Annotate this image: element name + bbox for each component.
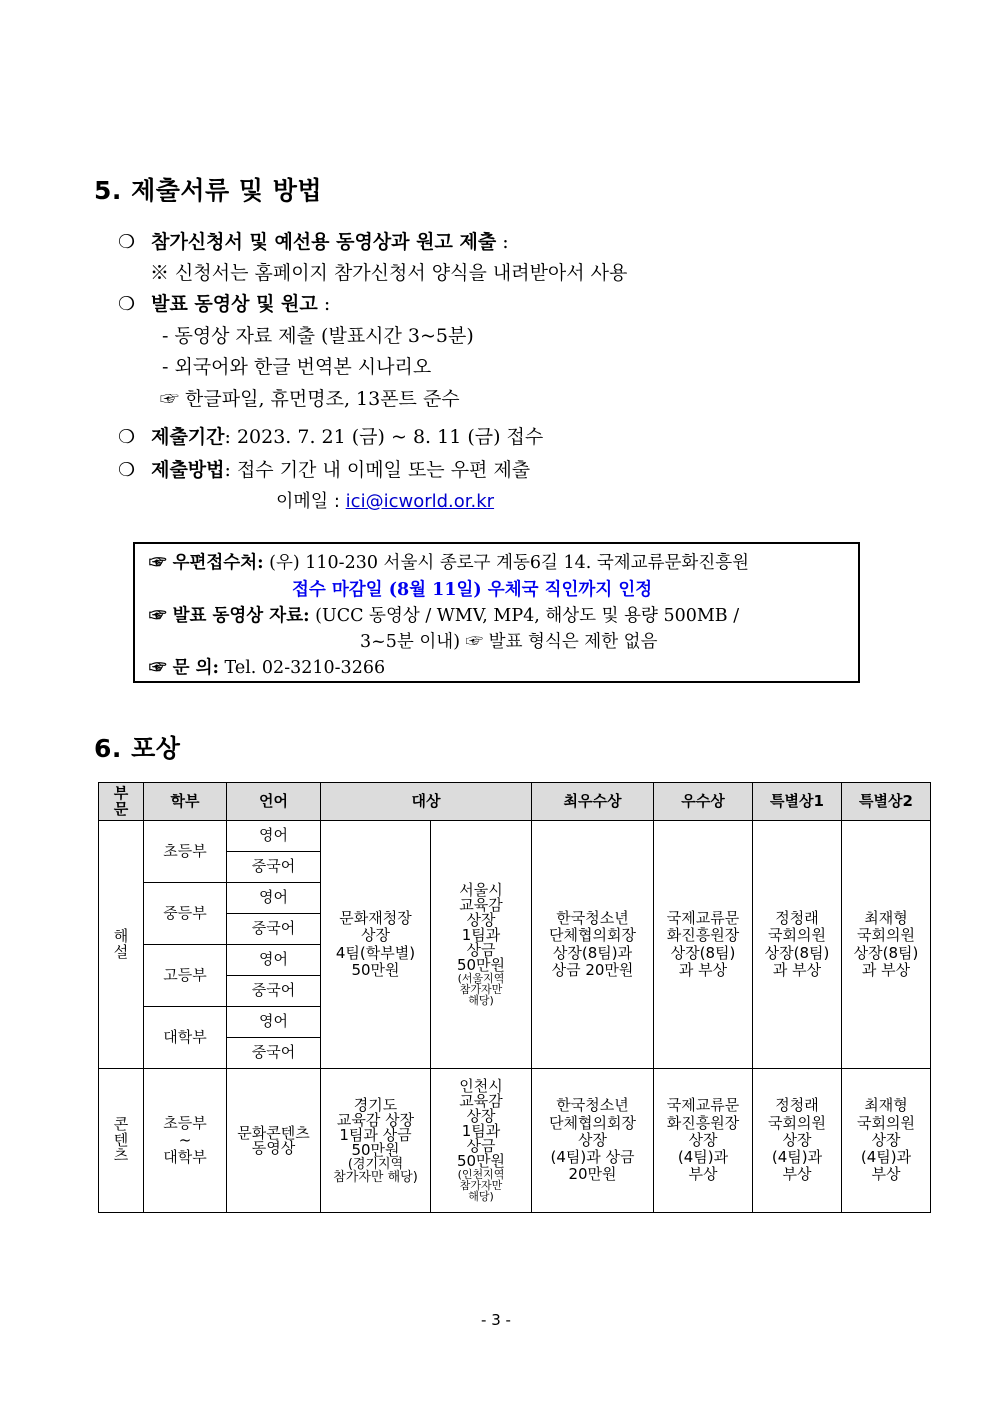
grand-a-line: 50만원 <box>351 960 400 979</box>
email-line <box>276 493 494 511</box>
excellent-line: 화진흥원장 <box>666 1113 740 1132</box>
special1-line: 상장 <box>782 1130 812 1149</box>
special1-cell <box>753 821 842 1069</box>
language-cell: 영어 <box>227 1007 321 1038</box>
grand-a-line: 50만원 <box>351 1140 400 1159</box>
best-line: 단체협의회장 <box>549 1113 636 1132</box>
grand-b-line: 1팀과 <box>461 1122 501 1140</box>
grand-b-line: 50만원 <box>456 956 506 974</box>
best-cell <box>532 821 654 1069</box>
special2-line: 상장 <box>871 1130 901 1149</box>
item-application-note: ※ 신청서는 홈페이지 참가신청서 양식을 내려받아서 사용 <box>150 262 628 284</box>
division-commentary-text: 해설 <box>113 926 129 961</box>
grand-a-cell <box>321 1069 431 1213</box>
best-line: 상장 <box>578 1130 607 1149</box>
grand-a-line: 교육감 상장 <box>336 1110 415 1129</box>
excellent-line: 국제교류문 <box>666 909 740 927</box>
language-cell: 중국어 <box>227 852 321 883</box>
section5-title: 5. 제출서류 및 방법 <box>94 176 323 205</box>
special1-line: 정청래 <box>775 1096 819 1115</box>
excellent-line: 과 부상 <box>678 960 728 979</box>
grand-b-line: 1팀과 <box>461 926 501 944</box>
division-commentary <box>99 821 144 1069</box>
school-line: 대학부 <box>163 1148 207 1167</box>
language-cell <box>227 1069 321 1213</box>
special1-line: 과 부상 <box>772 960 822 979</box>
header-division <box>99 783 144 821</box>
best-line: 상장(8팀)과 <box>552 943 633 962</box>
grand-b-line: 상장 <box>466 911 496 929</box>
special2-line: 부상 <box>871 1165 901 1184</box>
notice-label: ☞ 발표 동영상 자료: <box>149 606 310 626</box>
item-presentation <box>118 295 330 314</box>
excellent-line: 국제교류문 <box>666 1096 740 1115</box>
best-cell <box>532 1069 654 1213</box>
special2-cell <box>842 1069 931 1213</box>
special1-cell <box>753 1069 842 1213</box>
grand-b-line: 서울시 <box>459 881 503 899</box>
best-line: 한국청소년 <box>556 909 629 927</box>
notice-text: (UCC 동영상 / WMV, MP4, 해상도 및 용량 500MB / <box>309 606 740 626</box>
item-presentation-sub2: - 외국어와 한글 번역본 시나리오 <box>162 356 432 378</box>
grand-a-note: (경기지역 <box>347 1156 404 1172</box>
special2-line: 국회의원 <box>857 926 915 945</box>
language-cell: 영어 <box>227 821 321 852</box>
grand-b-note: 참가자만 <box>459 1179 503 1192</box>
language-cell: 중국어 <box>227 976 321 1007</box>
item-method <box>118 461 530 480</box>
grand-a-cell <box>321 821 431 1069</box>
special2-line: 상장(8팀) <box>853 943 919 962</box>
grand-b-note: (서울지역 <box>457 972 505 985</box>
page-number: - 3 - <box>481 1311 511 1329</box>
notice-video-spec-cont: 3~5분 이내) ☞ 발표 형식은 제한 없음 <box>360 632 658 652</box>
grand-b-note: 해당) <box>468 994 494 1007</box>
table-row <box>99 1069 931 1213</box>
best-line: 단체협의회장 <box>549 926 636 945</box>
language-cell: 중국어 <box>227 1038 321 1069</box>
special1-line: 정청래 <box>775 909 819 927</box>
school-line: ~ <box>178 1130 192 1149</box>
item-label: 참가신청서 및 예선용 동영상과 원고 제출 <box>151 231 497 253</box>
item-text: : 접수 기간 내 이메일 또는 우편 제출 <box>224 459 531 481</box>
notice-mail-address <box>149 555 749 573</box>
notice-contact <box>149 660 385 678</box>
grand-b-cell <box>431 1069 532 1213</box>
header-language: 언어 <box>227 783 321 821</box>
grand-b-line: 상금 <box>466 941 496 959</box>
special1-line: (4팀)과 <box>771 1148 823 1167</box>
excellent-line: 부상 <box>688 1165 718 1184</box>
notice-deadline: 접수 마감일 (8월 11일) 우체국 직인까지 인정 <box>292 580 653 600</box>
special2-line: (4팀)과 <box>860 1148 912 1167</box>
school-cell: 초등부 <box>144 821 227 883</box>
notice-text: Tel. 02-3210-3266 <box>218 658 386 678</box>
language-line: 문화콘텐츠 <box>237 1123 310 1142</box>
grand-b-note: 참가자만 <box>459 983 503 996</box>
special2-line: 과 부상 <box>861 960 911 979</box>
special2-cell <box>842 821 931 1069</box>
bullet-icon: ❍ <box>118 426 136 448</box>
table-row <box>99 821 931 852</box>
school-cell <box>144 1069 227 1213</box>
excellent-line: 화진흥원장 <box>666 926 740 945</box>
excellent-cell <box>654 821 753 1069</box>
item-label: 제출기간 <box>151 426 225 448</box>
header-grand: 대상 <box>321 783 532 821</box>
special1-line: 상장(8팀) <box>764 943 830 962</box>
language-cell: 영어 <box>227 883 321 914</box>
header-division-text: 부문 <box>113 783 129 818</box>
special1-line: 국회의원 <box>768 1113 826 1132</box>
notice-video-spec <box>149 608 739 626</box>
special1-line: 부상 <box>782 1165 812 1184</box>
grand-b-line: 상장 <box>466 1107 496 1125</box>
excellent-line: 상장 <box>688 1130 718 1149</box>
item-period <box>118 428 543 447</box>
table-header-row <box>99 783 931 821</box>
grand-a-note: 참가자만 해당) <box>333 1169 418 1185</box>
item-text: : 2023. 7. 21 (금) ~ 8. 11 (금) 접수 <box>224 426 544 448</box>
notice-label: ☞ 문 의: <box>149 658 219 678</box>
grand-a-line: 문화재청장 <box>339 909 412 927</box>
item-text: : <box>496 231 509 253</box>
special1-line: 국회의원 <box>768 926 826 945</box>
grand-b-note: (인천지역 <box>457 1168 505 1181</box>
grand-b-line: 50만원 <box>456 1152 506 1170</box>
grand-a-line: 경기도 <box>353 1095 398 1114</box>
school-line: 초등부 <box>163 1113 207 1132</box>
grand-a-line: 4팀(학부별) <box>335 943 416 962</box>
bullet-icon: ❍ <box>118 459 136 481</box>
item-presentation-sub3: ☞ 한글파일, 휴먼명조, 13폰트 준수 <box>160 388 460 410</box>
grand-a-line: 1팀과 상금 <box>339 1125 412 1144</box>
item-label: 발표 동영상 및 원고 <box>151 293 318 315</box>
item-presentation-sub1: - 동영상 자료 제출 (발표시간 3~5분) <box>162 325 474 347</box>
bullet-icon: ❍ <box>118 231 136 253</box>
header-special1: 특별상1 <box>753 783 842 821</box>
school-cell: 대학부 <box>144 1007 227 1069</box>
language-cell: 영어 <box>227 945 321 976</box>
division-contents <box>99 1069 144 1213</box>
excellent-line: (4팀)과 <box>677 1148 729 1167</box>
award-table <box>98 782 931 1213</box>
notice-text: (우) 110-230 서울시 종로구 계동6길 14. 국제교류문화진흥원 <box>263 553 750 573</box>
notice-label: ☞ 우편접수처: <box>149 553 264 573</box>
language-line: 동영상 <box>251 1138 296 1157</box>
header-school: 학부 <box>144 783 227 821</box>
grand-b-line: 인천시 <box>459 1077 503 1095</box>
grand-b-line: 교육감 <box>459 1092 503 1110</box>
best-line: 20만원 <box>568 1165 617 1184</box>
email-label: 이메일 : <box>276 491 346 512</box>
section6-title: 6. 포상 <box>94 734 181 763</box>
grand-b-note: 해당) <box>468 1190 494 1203</box>
special2-line: 최재형 <box>864 909 908 927</box>
grand-b-line: 교육감 <box>459 896 503 914</box>
header-excellent: 우수상 <box>654 783 753 821</box>
email-link[interactable]: ici@icworld.or.kr <box>345 491 495 512</box>
best-line: 한국청소년 <box>556 1096 629 1115</box>
header-special2: 특별상2 <box>842 783 931 821</box>
excellent-line: 상장(8팀) <box>670 943 736 962</box>
grand-b-line: 상금 <box>466 1137 496 1155</box>
item-label: 제출방법 <box>151 459 225 481</box>
notice-box <box>133 542 860 683</box>
grand-a-line: 상장 <box>361 926 390 945</box>
best-line: 상금 20만원 <box>551 960 634 979</box>
school-cell: 고등부 <box>144 945 227 1007</box>
bullet-icon: ❍ <box>118 293 136 315</box>
grand-b-cell <box>431 821 532 1069</box>
school-cell: 중등부 <box>144 883 227 945</box>
special2-line: 최재형 <box>864 1096 908 1115</box>
item-application-video <box>118 233 509 252</box>
excellent-cell <box>654 1069 753 1213</box>
special2-line: 국회의원 <box>857 1113 915 1132</box>
best-line: (4팀)과 상금 <box>550 1148 635 1167</box>
division-contents-text: 콘텐츠 <box>113 1114 129 1165</box>
header-best: 최우수상 <box>532 783 654 821</box>
item-text: : <box>317 293 331 315</box>
language-cell: 중국어 <box>227 914 321 945</box>
